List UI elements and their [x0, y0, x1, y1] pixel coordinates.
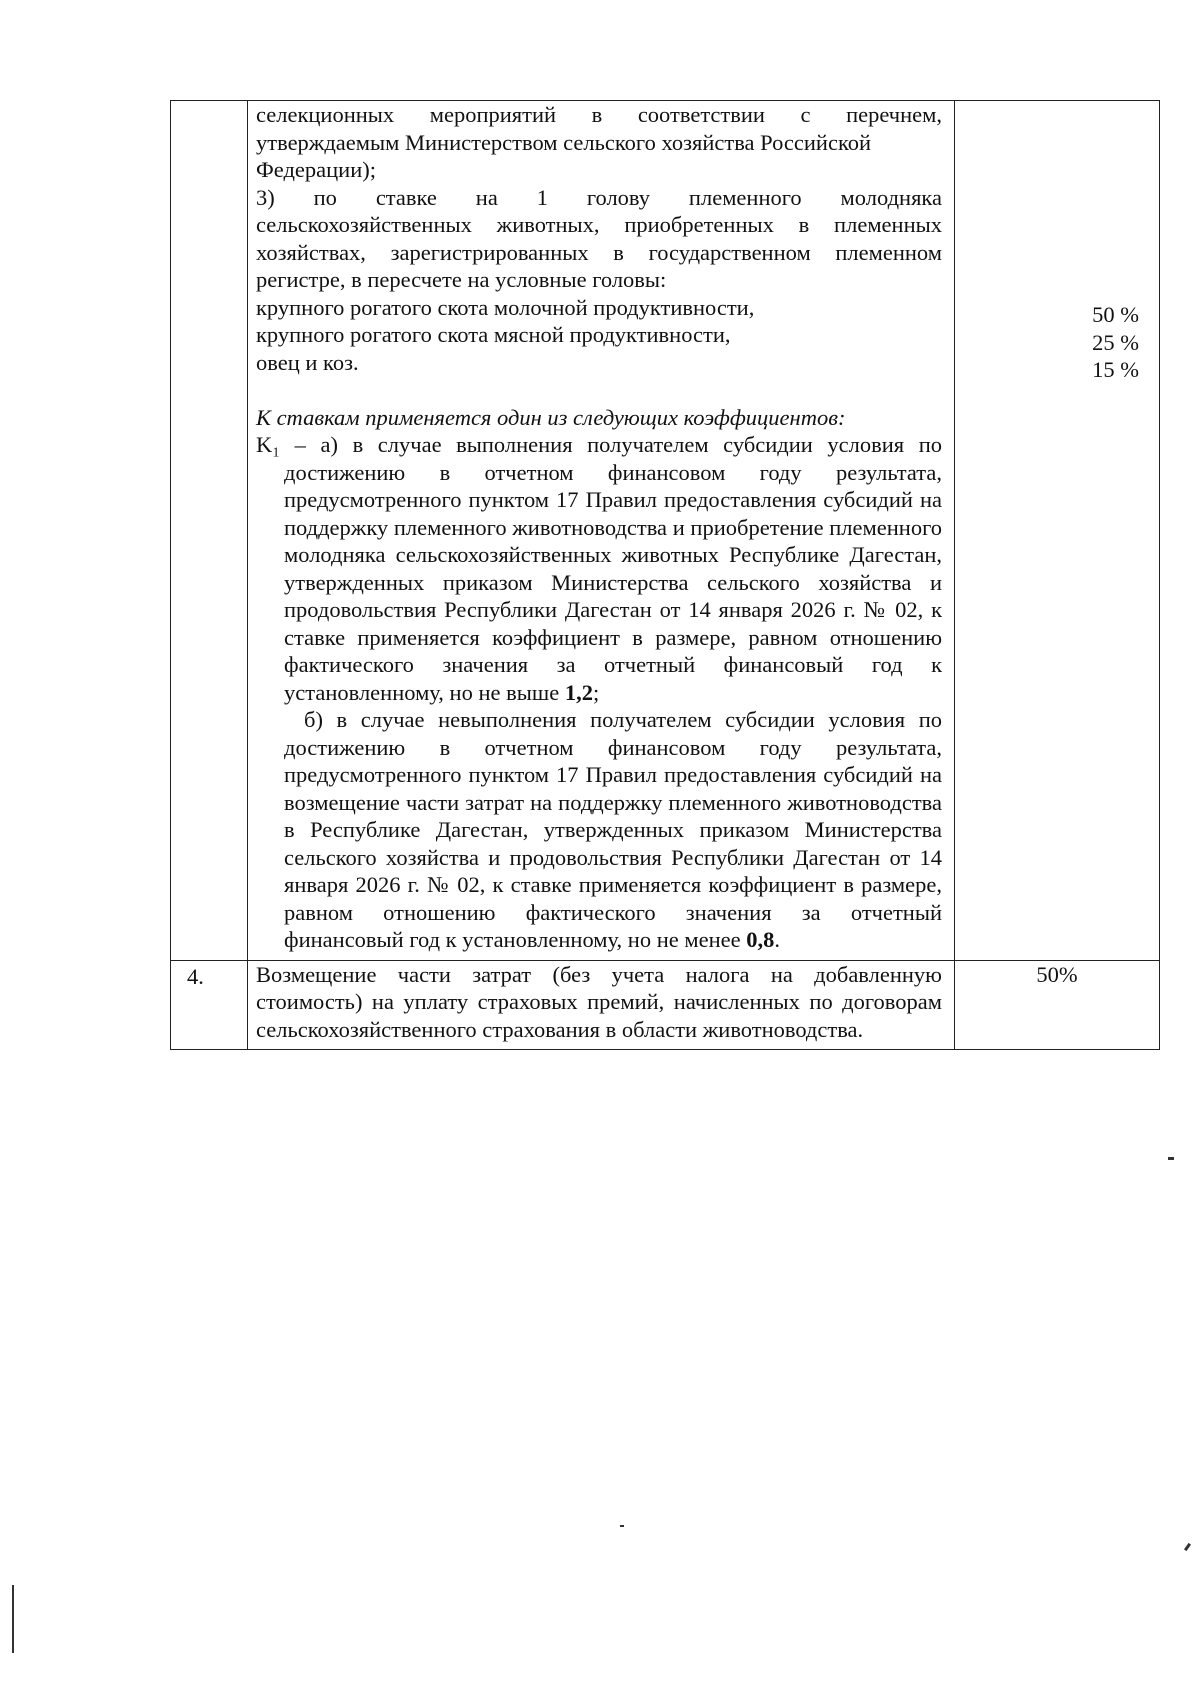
livestock-label: овец и коз. [256, 349, 359, 375]
punctuation: . [774, 927, 780, 952]
rate-value: 25 % [1092, 329, 1139, 355]
coefficient-a-text: в случае выполнения получателем субсидии условия по достижению в отчетном финансовом году результата, предусмотренного пунктом 17 Правил предоставления субсидий на поддержку племенного животноводства и приобретение племенного молодняка сельскохозяйственных животных Республике Дагестан, утвержденных приказом Министерства сельского хозяйства и продовольствия Республики Дагестан от 14 января 2026 г. № 02, к ставке применяется коэффициент в размере, равном отношению фактического значения за отчетный финансовый год к установленному, но не выше [284, 432, 943, 705]
coefficient-a-value: 1,2 [564, 679, 593, 705]
row-number-cell [171, 101, 248, 961]
punctuation: ; [592, 679, 600, 705]
text-line: селекционных мероприятий в соответствии с перечнем, [256, 102, 942, 127]
subsidy-rates-table [170, 100, 1160, 1050]
coefficient-b-value: 0,8 [746, 927, 775, 952]
row-description-cell [248, 101, 955, 961]
scan-mark [1184, 1543, 1191, 1551]
coefficients-heading: К ставкам применяется один из следующих коэффициентов: [256, 404, 846, 430]
item-3-line: регистре, в пересчете на условные головы: [256, 267, 667, 292]
text-line: Федерации); [256, 157, 377, 182]
item-3-line: 3) по ставке на 1 голову племенного молодняка [256, 184, 942, 210]
text-line: утверждаемым Министерством сельского хозяйства Российской [256, 129, 872, 155]
row-description-cell [248, 960, 955, 1050]
row-description-text: Возмещение части затрат (без учета налога на добавленную стоимость) на уплату страховых премий, начисленных по договорам сельскохозяйственного страхования в области животноводства. [256, 961, 942, 1042]
scan-mark [1168, 1157, 1174, 1160]
coefficient-a-prefix: K₁ – а) [256, 432, 338, 457]
coefficient-b-paragraph [256, 706, 942, 954]
coefficient-a-paragraph [256, 431, 942, 706]
rate-value: 50 % [1092, 302, 1139, 327]
coefficient-b-text: б) в случае невыполнения получателем субсидии условия по достижению в отчетном финансовом году результата, предусмотренного пунктом 17 Правил предоставления субсидий на возмещение части затрат на поддержку племенного животноводства в Республике Дагестан, утвержденных приказом Министерства сельского хозяйства и продовольствия Республики Дагестан от 14 января 2026 г. № 02, к ставке применяется коэффициент в размере, равном отношению фактического значения за отчетный финансовый год к установленному, но не менее [284, 707, 942, 952]
item-3-line: хозяйствах, зарегистрированных в государственном племенном [256, 239, 942, 265]
livestock-label: крупного рогатого скота мясной продуктивности, [256, 322, 731, 347]
item-3-line: сельскохозяйственных животных, приобретенных в племенных [256, 212, 942, 237]
scan-mark [12, 1585, 14, 1653]
livestock-label: крупного рогатого скота молочной продуктивности, [256, 294, 755, 320]
rate-value: 15 % [1092, 357, 1139, 382]
table-row [171, 960, 1160, 1050]
scan-mark [620, 1525, 624, 1527]
row-rate-cell [955, 101, 1160, 961]
row-rate-cell: 50% [955, 960, 1160, 1050]
row-number-cell: 4. [171, 960, 248, 1050]
table-row [171, 101, 1160, 961]
